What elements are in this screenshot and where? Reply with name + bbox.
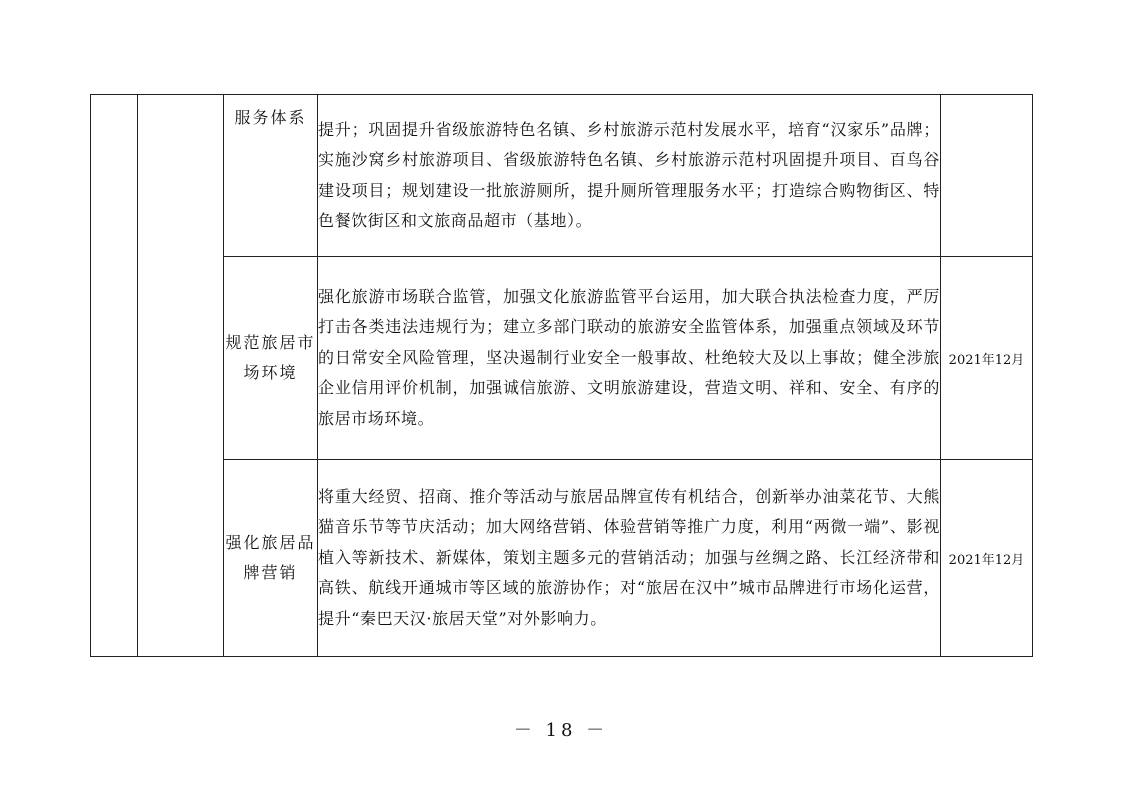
task-content: 提升；巩固提升省级旅游特色名镇、乡村旅游示范村发展水平，培育“汉家乐”品牌；实施沙窝乡村旅游项目、省级旅游特色名镇、乡村旅游示范村巩固提升项目、百鸟谷建设项目；规划建设一批旅游厕所，提升厕所管理服务水平；打造综合购物街区、特色餐饮街区和文旅商品超市（基地）。 bbox=[318, 95, 941, 257]
task-table bbox=[90, 94, 1033, 657]
task-content: 强化旅游市场联合监管，加强文化旅游监管平台运用，加大联合执法检查力度，严厉打击各类违法违规行为；建立多部门联动的旅游安全监管体系，加强重点领域及环节的日常安全风险管理，坚决遏制行业安全一般事故、杜绝较大及以上事故；健全涉旅企业信用评价机制，加强诚信旅游、文明旅游建设，营造文明、祥和、安全、有序的旅居市场环境。 bbox=[318, 257, 941, 460]
table-row bbox=[91, 257, 1033, 460]
category-cell bbox=[91, 95, 138, 657]
task-deadline: 2021年12月 bbox=[941, 257, 1033, 460]
task-content: 将重大经贸、招商、推介等活动与旅居品牌宣传有机结合，创新举办油菜花节、大熊猫音乐节等节庆活动；加大网络营销、体验营销等推广力度，利用“两微一端”、影视植入等新技术、新媒体，策划主题多元的营销活动；加强与丝绸之路、长江经济带和高铁、航线开通城市等区域的旅游协作；对“旅居在汉中”城市品牌进行市场化运营，提升“秦巴天汉·旅居天堂”对外影响力。 bbox=[318, 460, 941, 657]
task-name: 服务体系 bbox=[224, 95, 318, 257]
subcategory-cell bbox=[138, 95, 224, 657]
task-name: 强化旅居品牌营销 bbox=[224, 460, 318, 657]
table-row bbox=[91, 460, 1033, 657]
task-name: 规范旅居市场环境 bbox=[224, 257, 318, 460]
table-row bbox=[91, 95, 1033, 257]
task-deadline bbox=[941, 95, 1033, 257]
task-deadline: 2021年12月 bbox=[941, 460, 1033, 657]
page-number: － 18 － bbox=[513, 720, 609, 741]
